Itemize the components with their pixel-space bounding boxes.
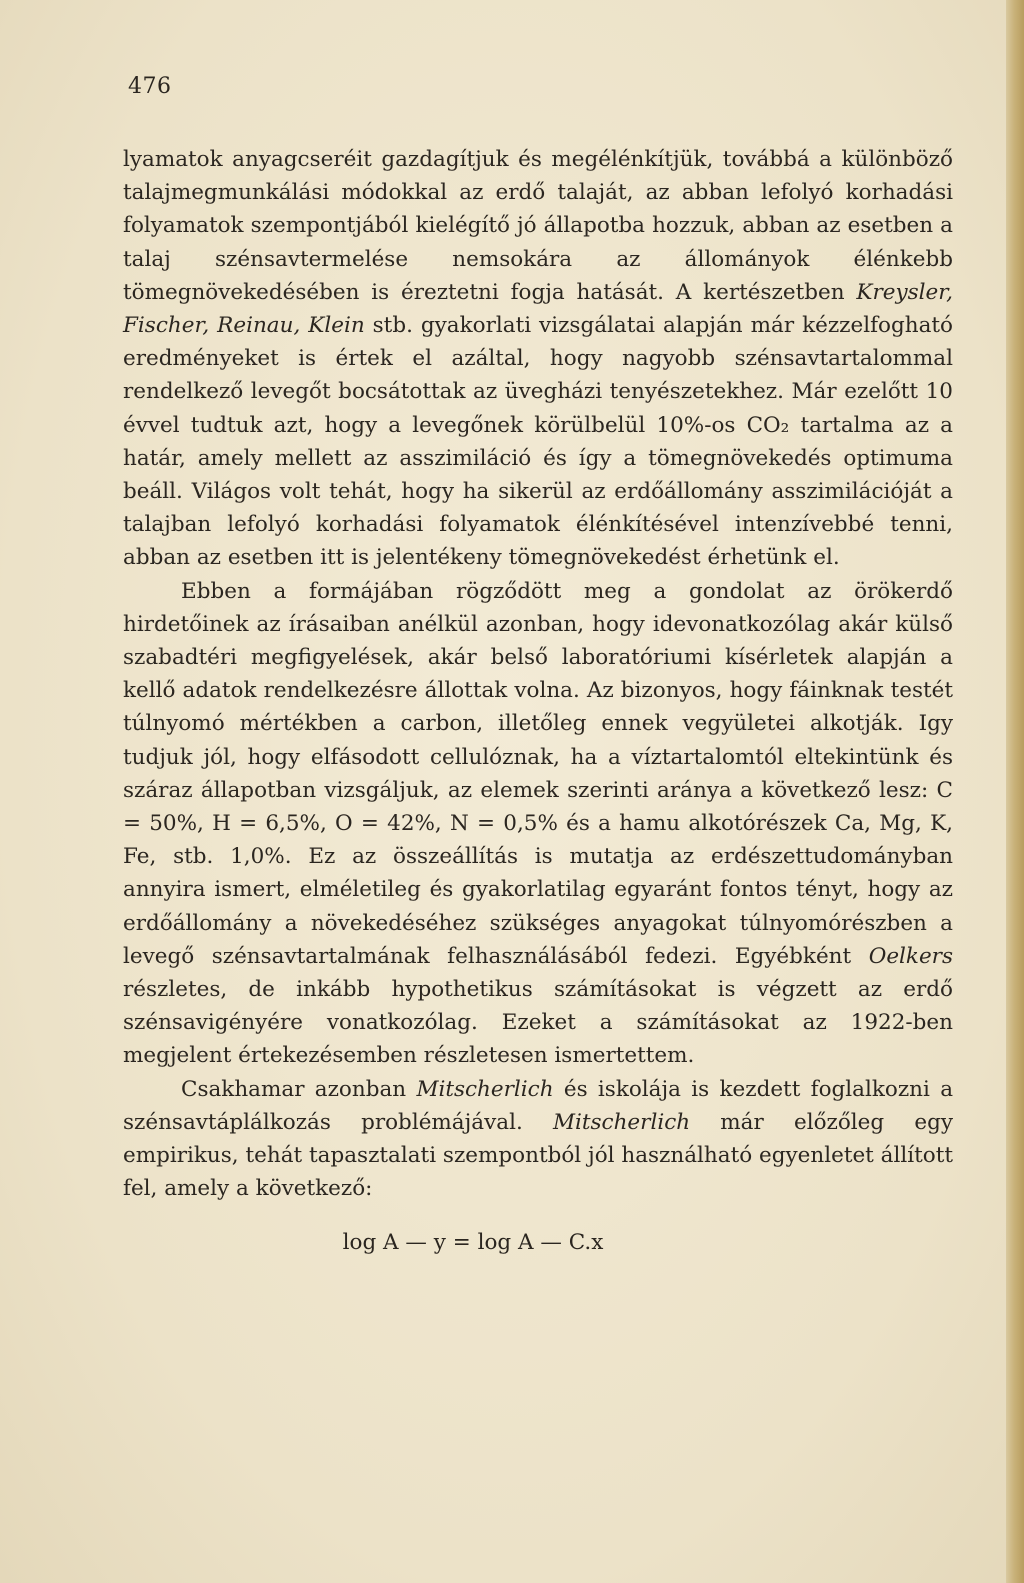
text-run: Ebben a formájában rögződött meg a gondolat az örökerdő hirdetőinek az írásaiban anélkül azonban, hogy idevonatkozólag akár külső szabadtéri megfigyelések, akár belső laboratóriumi kísérletek alapján a kellő adatok rendelkezésre állottak volna. Az bizonyos, hogy fáinknak testét túlnyomó mértékben a carbon, illetőleg ennek vegyületei alkotják. Igy tudjuk jól, hogy elfásodott cellulóznak, ha a víztartalomtól eltekintünk és száraz állapotban vizsgáljuk, az elemek szerinti aránya a következő lesz: C = 50%, H = 6,5%, O = 42%, N = 0,5% és a hamu alkotórészek Ca, Mg, K, Fe, stb. 1,0%. Ez az összeállítás is mutatja az erdészettudományban annyira ismert, elméletileg és gyakorlatilag egyaránt fontos tényt, hogy az erdőállomány a növekedéséhez szükséges anyagokat túlnyomórészben a levegő szénsavtartalmának felhasználásából fedezi. Egyébként bbox=[123, 578, 953, 969]
body-text bbox=[123, 143, 953, 1259]
text-run: stb. gyakorlati vizsgálatai alapján már kézzelfogható eredményeket is értek el azáltal, hogy nagyobb szénsavtartalommal rendelkező levegőt bocsátottak az üvegházi tenyészetekhez. Már ezelőtt 10 évvel tudtuk azt, hogy a levegőnek körülbelül 10%-os CO₂ tartalma az a határ, amely mellett az asszimiláció és így a tömegnövekedés optimuma beáll. Világos volt tehát, hogy ha sikerül az erdőállomány asszimilációját a talajban lefolyó korhadási folyamatok élénkítésével intenzívebbé tenni, abban az esetben itt is jelentékeny tömegnövekedést érhetünk el. bbox=[123, 313, 953, 571]
text-run: lyamatok anyagcseréit gazdagítjuk és megélénkítjük, továbbá a különböző talajmegmunkálási módokkal az erdő talaját, az abban lefolyó korhadási folyamatok szempontjából kielégítő jó állapotba hozzuk, abban az esetben a talaj szénsavtermelése nemsokára az állományok élénkebb tömegnövekedésében is éreztetni fogja hatását. A kertészetben bbox=[123, 147, 953, 305]
page-number: 476 bbox=[128, 74, 172, 99]
text-run: már előzőleg egy empirikus, tehát tapasztalati szempontból jól használható egyenletet állított fel, amely a következő: bbox=[123, 1109, 953, 1202]
formula: log A — y = log A — C.x bbox=[342, 1229, 604, 1255]
italic-name: Oelkers bbox=[868, 943, 953, 969]
text-run: és iskolája is kezdett foglalkozni a szénsavtáplálkozás problémájával. bbox=[123, 1076, 954, 1135]
page-edge bbox=[1006, 0, 1024, 1583]
text-run: Csakhamar azonban bbox=[181, 1076, 417, 1102]
text-run: részletes, de inkább hypothetikus számításokat is végzett az erdő szénsavigényére vonatkozólag. Ezeket a számításokat az 1922-ben megjelent értekezésemben részletesen ismertettem. bbox=[123, 977, 953, 1069]
italic-name: Mitscherlich bbox=[552, 1109, 691, 1135]
italic-name: Kreysler, Fischer, Reinau, Klein bbox=[123, 279, 953, 339]
paragraph-1 bbox=[123, 143, 953, 575]
italic-name: Mitscherlich bbox=[416, 1076, 554, 1102]
paragraph-3 bbox=[123, 1073, 953, 1206]
paragraph-2 bbox=[123, 575, 953, 1073]
